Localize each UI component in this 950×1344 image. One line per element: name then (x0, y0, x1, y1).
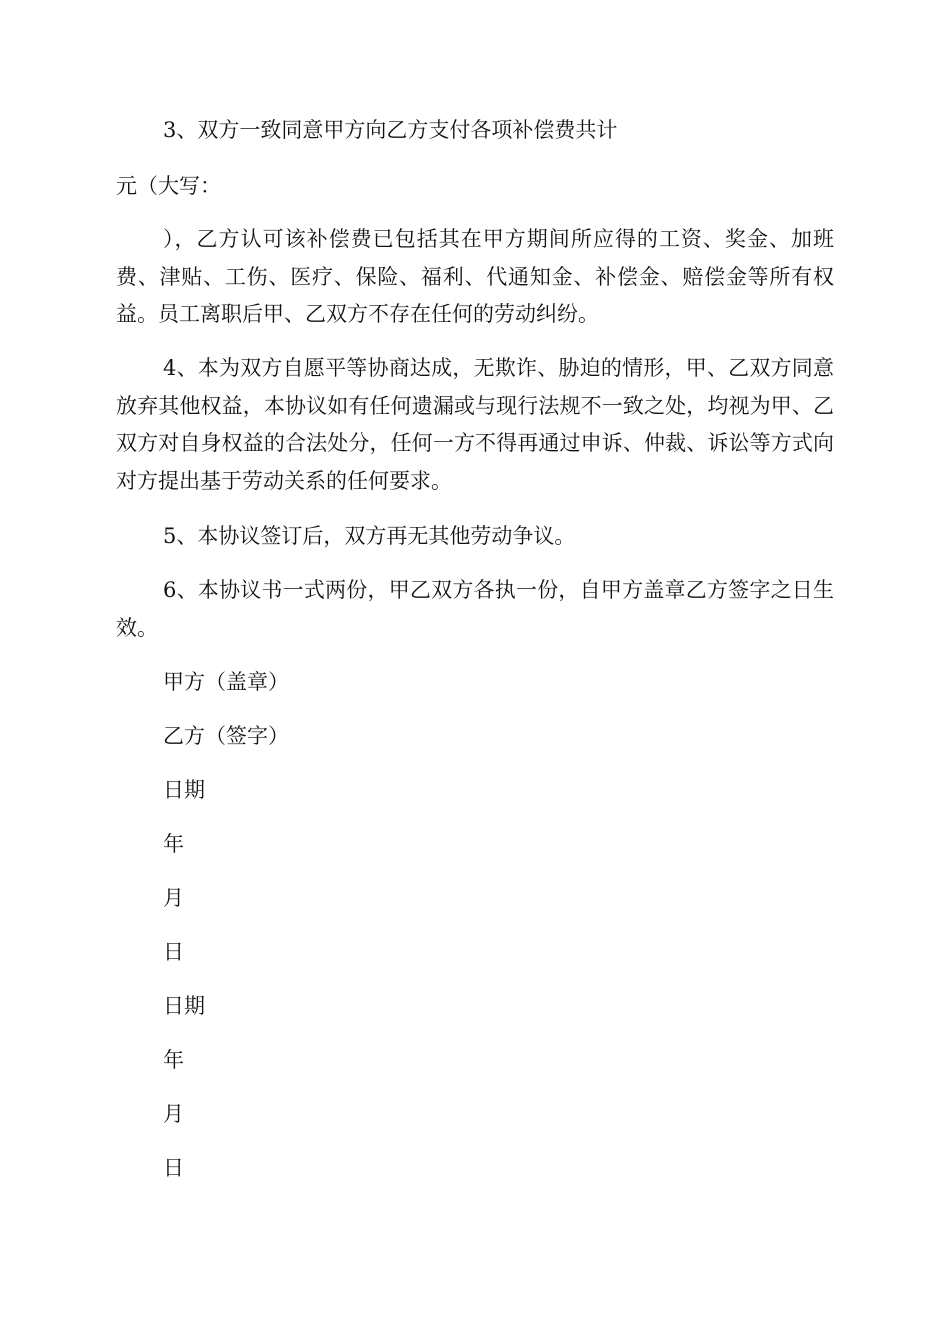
clause-4-paragraph: 4、本为双方自愿平等协商达成，无欺诈、胁迫的情形，甲、乙双方同意放弃其他权益，本协议如有任何遗漏或与现行法规不一致之处，均视为甲、乙双方对自身权益的合法处分，任何一方不得再通过申诉、仲裁、诉讼等方式向对方提出基于劳动关系的任何要求。 (116, 356, 834, 493)
clause-3-continuation: ），乙方认可该补偿费已包括其在甲方期间所应得的工资、奖金、加班费、津贴、工伤、医疗、保险、福利、代通知金、补偿金、赔偿金等所有权益。员工离职后甲、乙双方不存在任何的劳动纠纷。 (116, 227, 834, 326)
clause-5-paragraph: 5、本协议签订后，双方再无其他劳动争议。 (163, 524, 576, 548)
party-a-seal-label: 甲方（盖章） (163, 670, 289, 694)
clause-6-paragraph: 6、本协议书一式两份，甲乙双方各执一份，自甲方盖章乙方签字之日生效。 (116, 578, 834, 640)
year-label-1: 年 (163, 832, 184, 856)
month-label-2: 月 (163, 1102, 184, 1126)
date-label-1: 日期 (163, 778, 205, 802)
clause-3-line-1: 3、双方一致同意甲方向乙方支付各项补偿费共计 (163, 118, 618, 142)
date-label-2: 日期 (163, 994, 205, 1018)
month-label-1: 月 (163, 886, 184, 910)
year-label-2: 年 (163, 1048, 184, 1072)
day-label-1: 日 (163, 940, 184, 964)
day-label-2: 日 (163, 1156, 184, 1180)
clause-3-line-2: 元（大写： (116, 174, 221, 198)
party-b-signature-label: 乙方（签字） (163, 724, 289, 748)
